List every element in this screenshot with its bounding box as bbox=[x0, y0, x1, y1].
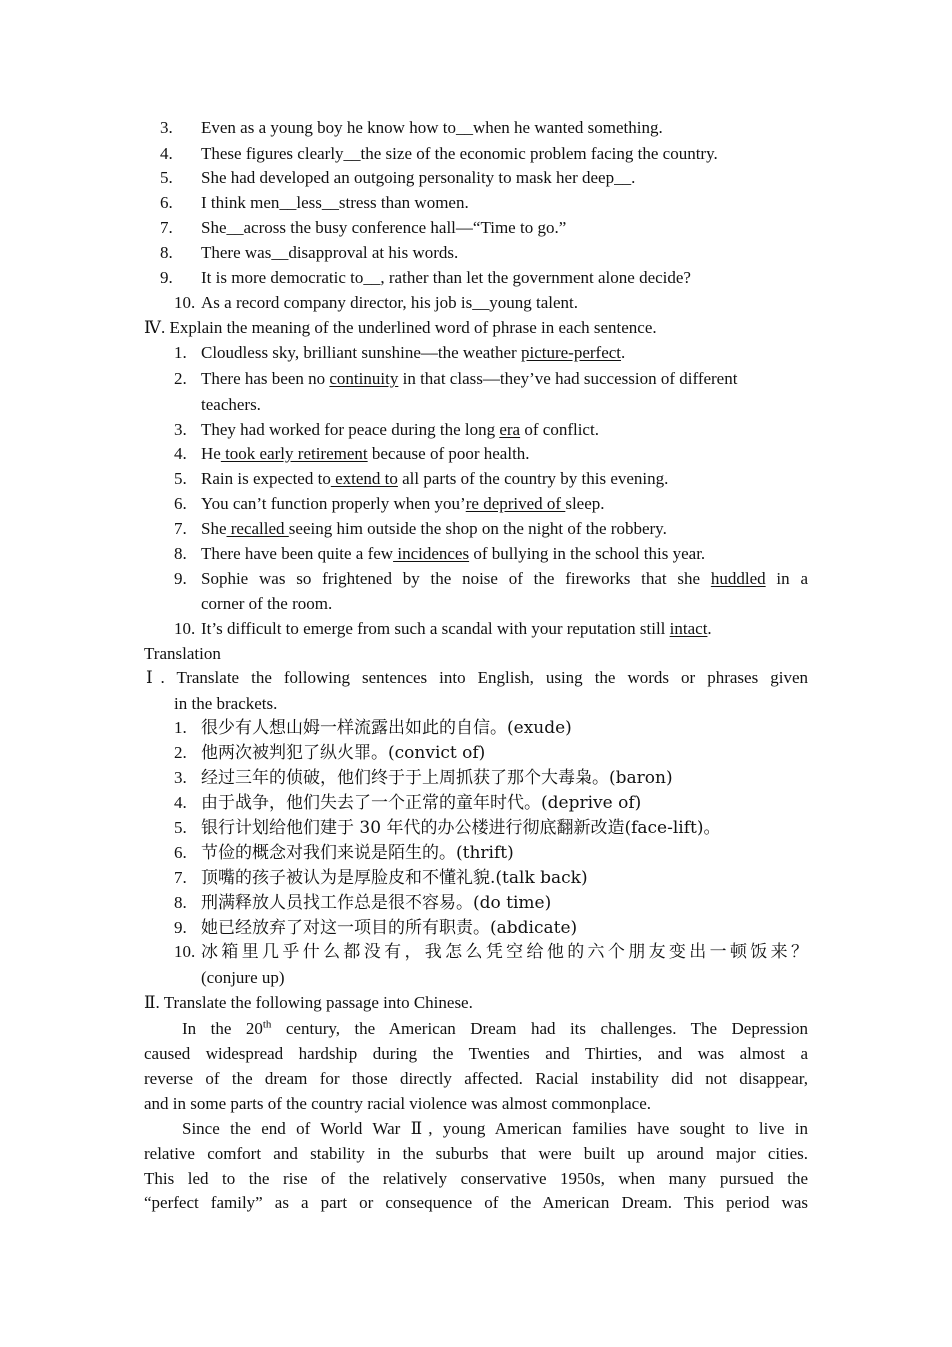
list-item-number: 4. bbox=[160, 144, 173, 163]
list-item-text: You can’t function properly when you’re deprived of sleep. bbox=[201, 494, 605, 513]
list-item-text: 由于战争，他们失去了一个正常的童年时代。(deprive of) bbox=[201, 793, 642, 813]
underlined-term: took early retirement bbox=[220, 444, 368, 463]
list-item-text: 节俭的概念对我们来说是陌生的。(thrift) bbox=[201, 843, 514, 863]
list-item-number: 8. bbox=[174, 544, 187, 563]
list-item-number: 4. bbox=[174, 793, 187, 812]
list-item-number: 1. bbox=[174, 343, 187, 362]
list-item-text: Cloudless sky, brilliant sunshine—the weather picture-perfect. bbox=[201, 343, 626, 362]
underlined-term: era bbox=[499, 420, 521, 439]
passage-line: “perfect family” as a part or consequence of the American Dream. This period was bbox=[144, 1193, 808, 1212]
list-item-text: These figures clearly__the size of the economic problem facing the country. bbox=[201, 144, 718, 163]
section-iv-heading: Ⅳ. Explain the meaning of the underlined word of phrase in each sentence. bbox=[144, 318, 657, 337]
list-item-text: She recalled seeing him outside the shop on the night of the robbery. bbox=[201, 519, 667, 538]
list-item-number: 9. bbox=[160, 268, 173, 287]
underlined-term: recalled bbox=[226, 519, 289, 538]
list-item-text: As a record company director, his job is__young talent. bbox=[201, 293, 579, 312]
list-item-number: 8. bbox=[174, 893, 187, 912]
list-item-text: He took early retirement because of poor health. bbox=[201, 444, 530, 463]
list-item-text: I think men__less__stress than women. bbox=[201, 193, 469, 212]
list-item-text: There have been quite a few incidences of bullying in the school this year. bbox=[201, 544, 706, 563]
list-item-text: 顶嘴的孩子被认为是厚脸皮和不懂礼貌.(talk back) bbox=[201, 868, 588, 888]
list-item-text: 刑满释放人员找工作总是很不容易。(do time) bbox=[201, 893, 552, 913]
list-item-number: 5. bbox=[174, 469, 187, 488]
list-item-number: 3. bbox=[174, 768, 187, 787]
list-item-number: 2. bbox=[174, 369, 187, 388]
list-item-number: 7. bbox=[174, 519, 187, 538]
passage-line: In the 20th century, the American Dream had its challenges. The Depression bbox=[182, 1018, 808, 1038]
list-item-text: 冰箱里几乎什么都没有，我怎么凭空给他的六个朋友变出一顿饭来？ bbox=[201, 942, 808, 962]
list-item-number: 6. bbox=[174, 494, 187, 513]
list-item-text: Rain is expected to extend to all parts of the country by this evening. bbox=[201, 469, 669, 488]
list-item-number: 9. bbox=[174, 569, 187, 588]
list-item-text: 很少有人想山姆一样流露出如此的自信。(exude) bbox=[201, 718, 572, 738]
list-item-number: 7. bbox=[160, 218, 173, 237]
underlined-term: extend to bbox=[330, 469, 398, 488]
passage-line: relative comfort and stability in the suburbs that were built up around major cities. bbox=[144, 1144, 808, 1163]
translation-part2-heading: Ⅱ. Translate the following passage into Chinese. bbox=[144, 993, 473, 1012]
translation-title: Translation bbox=[144, 644, 221, 663]
list-item-text: It’s difficult to emerge from such a scandal with your reputation still intact. bbox=[201, 619, 712, 638]
list-item-text: It is more democratic to__, rather than let the government alone decide? bbox=[201, 268, 691, 287]
list-item-text: Even as a young boy he know how to__when he wanted something. bbox=[201, 118, 663, 137]
list-item-number: 10. bbox=[174, 942, 196, 961]
list-item-text: There was__disapproval at his words. bbox=[201, 243, 459, 262]
list-item-text: Sophie was so frightened by the noise of the fireworks that she huddled in a bbox=[201, 569, 808, 588]
list-item-number: 3. bbox=[174, 420, 187, 439]
list-item-text: 她已经放弃了对这一项目的所有职责。(abdicate) bbox=[201, 918, 578, 938]
passage-line: Since the end of World War Ⅱ, young American families have sought to live in bbox=[182, 1119, 808, 1138]
list-item-number: 1. bbox=[174, 718, 187, 737]
list-item-text: 他两次被判犯了纵火罪。(convict of) bbox=[201, 743, 486, 763]
list-item-number: 4. bbox=[174, 444, 187, 463]
list-item-number: 3. bbox=[160, 118, 173, 137]
list-item-text: She__across the busy conference hall—“Time to go.” bbox=[201, 218, 567, 237]
list-item-number: 5. bbox=[160, 168, 173, 187]
list-item-text: There has been no continuity in that class—they’ve had succession of different bbox=[201, 369, 738, 388]
list-item-number: 6. bbox=[160, 193, 173, 212]
underlined-term: picture-perfect bbox=[520, 343, 622, 362]
passage-line: This led to the rise of the relatively conservative 1950s, when many pursued the bbox=[144, 1169, 808, 1188]
underlined-term: huddled bbox=[710, 569, 766, 588]
list-item-number: 7. bbox=[174, 868, 187, 887]
underlined-term: re deprived of bbox=[465, 494, 566, 513]
list-item-number: 10. bbox=[174, 293, 196, 312]
passage-line: reverse of the dream for those directly affected. Racial instability did not disappear, bbox=[144, 1069, 808, 1088]
list-item-number: 2. bbox=[174, 743, 187, 762]
translation-part1-heading: Ⅰ. Translate the following sentences into English, using the words or phrases given bbox=[146, 668, 808, 687]
list-item-number: 6. bbox=[174, 843, 187, 862]
passage-line: caused widespread hardship during the Twenties and Thirties, and was almost a bbox=[144, 1044, 808, 1063]
underlined-term: incidences bbox=[393, 544, 470, 563]
list-item-continuation: (conjure up) bbox=[201, 968, 285, 987]
list-item-text: 经过三年的侦破，他们终于于上周抓获了那个大毒枭。(baron) bbox=[201, 768, 673, 788]
passage-line: and in some parts of the country racial violence was almost commonplace. bbox=[144, 1094, 652, 1113]
underlined-term: intact bbox=[669, 619, 708, 638]
list-item-continuation: corner of the room. bbox=[201, 594, 333, 613]
list-item-number: 10. bbox=[174, 619, 196, 638]
translation-part1-heading-cont: in the brackets. bbox=[174, 694, 278, 713]
list-item-continuation: teachers. bbox=[201, 395, 261, 414]
list-item-number: 5. bbox=[174, 818, 187, 837]
list-item-number: 9. bbox=[174, 918, 187, 937]
list-item-text: She had developed an outgoing personality to mask her deep__. bbox=[201, 168, 636, 187]
list-item-text: They had worked for peace during the long era of conflict. bbox=[201, 420, 599, 439]
list-item-text: 银行计划给他们建于 30 年代的办公楼进行彻底翻新改造(face-lift)。 bbox=[201, 818, 721, 838]
underlined-term: continuity bbox=[329, 369, 399, 388]
list-item-number: 8. bbox=[160, 243, 173, 262]
